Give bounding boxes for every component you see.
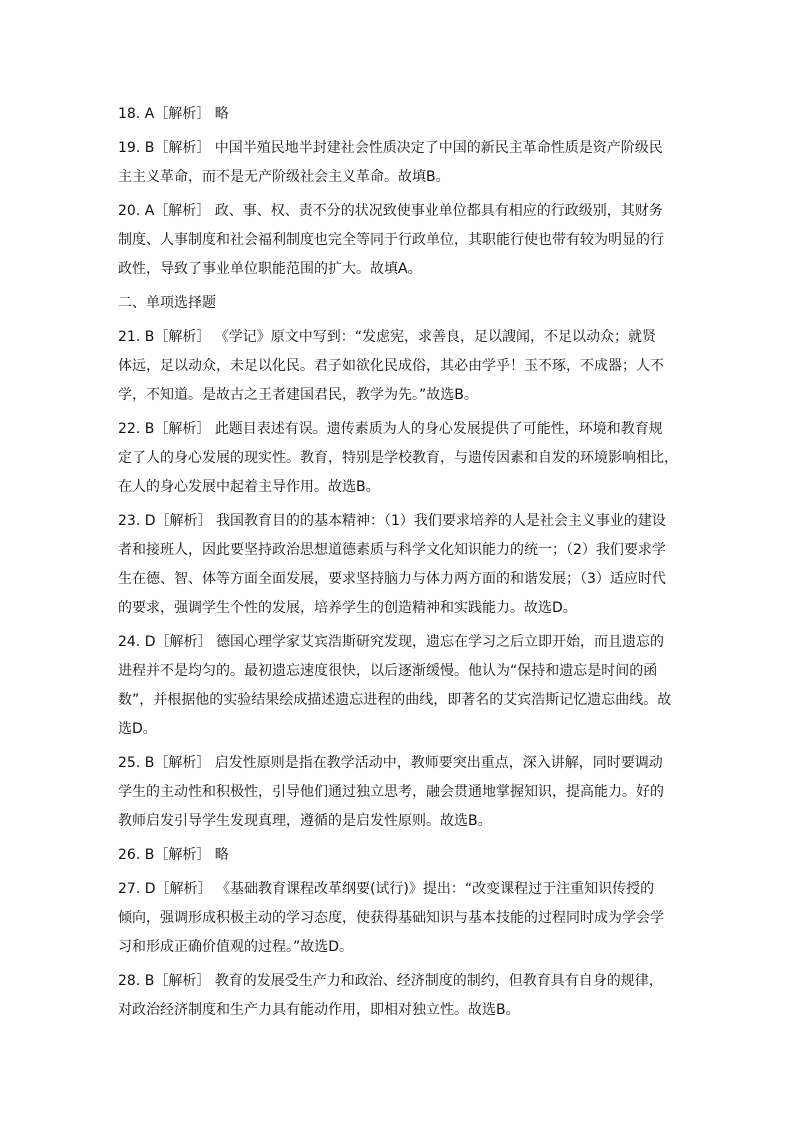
text-line: 选D。 bbox=[118, 721, 157, 737]
text-line: 18. A［解析］ 略 bbox=[118, 106, 229, 122]
answer-paragraph bbox=[118, 415, 688, 502]
text-line: 进程并不是均匀的。最初遗忘速度很快，以后逐渐缓慢。他认为“保持和遗忘是时间的函 bbox=[118, 663, 658, 679]
text-line: 26. B［解析］ 略 bbox=[118, 847, 229, 863]
text-line: 28. B［解析］ 教育的发展受生产力和政治、经济制度的制约，但教育具有自身的规律， bbox=[118, 973, 663, 989]
answer-paragraph bbox=[118, 507, 688, 623]
answer-paragraph bbox=[118, 967, 688, 1025]
text-line: 习和形成正确价值观的过程。”故选D。 bbox=[118, 939, 354, 955]
text-line: 24. D［解析］ 德国心理学家艾宾浩斯研究发现，遗忘在学习之后立即开始，而且遗忘的 bbox=[118, 634, 664, 650]
text-line: 22. B［解析］ 此题目表述有误。遗传素质为人的身心发展提供了可能性，环境和教育规 bbox=[118, 421, 663, 437]
text-line: 制度、人事制度和社会福利制度也完全等同于行政单位，其职能行使也带有较为明显的行 bbox=[118, 232, 664, 248]
text-line: 的要求，强调学生个性的发展，培养学生的创造精神和实践能力。故选D。 bbox=[118, 600, 577, 616]
text-line: 对政治经济制度和生产力具有能动作用，即相对独立性。故选B。 bbox=[118, 1002, 520, 1018]
text-line: 者和接班人，因此要坚持政治思想道德素质与科学文化知识能力的统一；（2）我们要求学 bbox=[118, 542, 666, 558]
text-line: 教师启发引导学生发现真理，遵循的是启发性原则。故选B。 bbox=[118, 813, 492, 829]
document-body bbox=[118, 100, 688, 1030]
text-line: 定了人的身心发展的现实性。教育，特别是学校教育，与遗传因素和自发的环境影响相比， bbox=[118, 450, 678, 466]
text-line: 21. B［解析］ 《学记》原文中写到：“发虑宪，求善良，足以謏闻，不足以动众；就贤 bbox=[118, 329, 657, 345]
answer-paragraph bbox=[118, 628, 688, 744]
text-line: 23. D［解析］ 我国教育目的的基本精神：（1）我们要求培养的人是社会主义事业的建设 bbox=[118, 513, 666, 529]
text-line: 体远，足以动众，未足以化民。君子如欲化民成俗，其必由学乎！玉不琢，不成器；人不 bbox=[118, 358, 664, 374]
text-line: 25. B［解析］ 启发性原则是指在教学活动中，教师要突出重点，深入讲解，同时要调动 bbox=[118, 755, 663, 771]
text-line: 在人的身心发展中起着主导作用。故选B。 bbox=[118, 479, 380, 495]
text-line: 倾向，强调形成积极主动的学习态度，使获得基础知识与基本技能的过程同时成为学会学 bbox=[118, 910, 664, 926]
text-line: 20. A［解析］ 政、事、权、责不分的状况致使事业单位都具有相应的行政级别，其财务 bbox=[118, 203, 663, 219]
answer-paragraph bbox=[118, 875, 688, 962]
answer-paragraph bbox=[118, 841, 688, 870]
answer-paragraph bbox=[118, 323, 688, 410]
text-line: 二、单项选择题 bbox=[118, 295, 216, 311]
text-line: 学生的主动性和积极性，引导他们通过独立思考，融会贯通地掌握知识，提高能力。好的 bbox=[118, 784, 664, 800]
answer-paragraph bbox=[118, 197, 688, 284]
text-line: 19. B［解析］ 中国半殖民地半封建社会性质决定了中国的新民主革命性质是资产阶级民 bbox=[118, 140, 663, 156]
text-line: 主主义革命，而不是无产阶级社会主义革命。故填B。 bbox=[118, 169, 450, 185]
answer-paragraph bbox=[118, 100, 688, 129]
text-line: 27. D［解析］ 《基础教育课程改革纲要(试行)》提出：“改变课程过于注重知识传授的 bbox=[118, 881, 655, 897]
section-heading bbox=[118, 289, 688, 318]
answer-paragraph bbox=[118, 749, 688, 836]
text-line: 生在德、智、体等方面全面发展，要求坚持脑力与体力两方面的和谐发展；（3）适应时代 bbox=[118, 571, 666, 587]
text-line: 政性，导致了事业单位职能范围的扩大。故填A。 bbox=[118, 261, 422, 277]
text-line: 学，不知道。是故古之王者建国君民，教学为先。”故选B。 bbox=[118, 387, 478, 403]
text-line: 数”，并根据他的实验结果绘成描述遗忘进程的曲线，即著名的艾宾浩斯记忆遗忘曲线。故 bbox=[118, 692, 672, 708]
answer-paragraph bbox=[118, 134, 688, 192]
